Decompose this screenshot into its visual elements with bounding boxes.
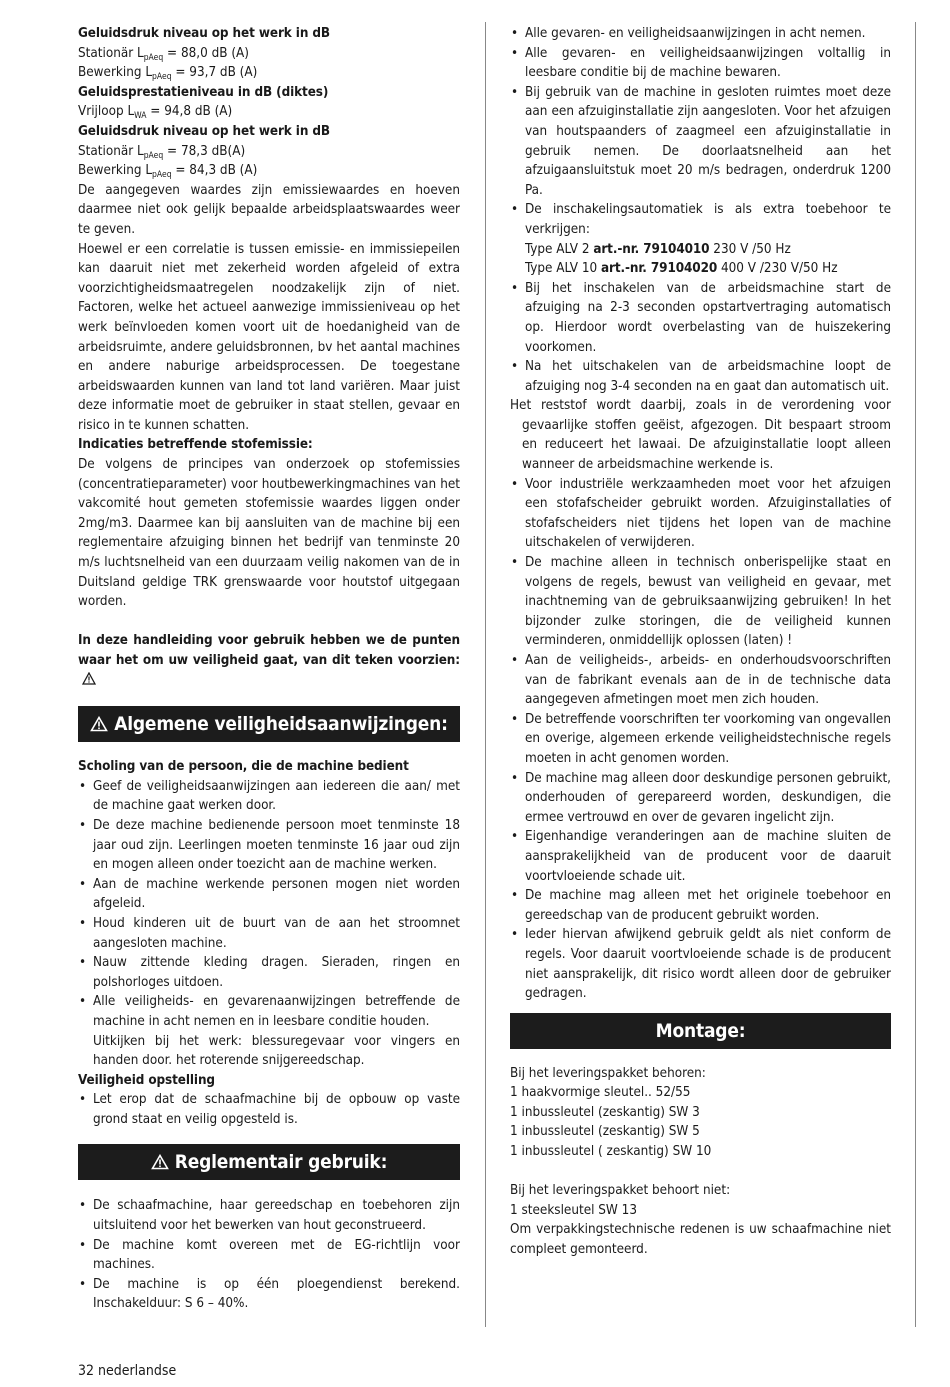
section-banner-intended-use: Reglementair gebruik: (78, 1144, 460, 1180)
warning-triangle-icon (151, 1146, 169, 1182)
heading-setup-safety: Veiligheid opstelling (78, 1072, 215, 1088)
list-item: • Bij gebruik van de machine in gesloten ruimtes moet deze aan een afzuiginstallatie zijn aangesloten. Voor het afzuigen van houtspaanders of zaagmeel een afzuiginstallatie in gebruik nemen. De doorlaatsnelheid aan het afzuigaansluitstuk moet 20 m/s bedragen, onderdruk 1200 Pa. (510, 83, 891, 201)
list-item: • De machine alleen in technisch onberispelijke staat en volgens de regels, bewust van veiligheid en gevaar, met inachtneming van de gebruiksaanwijzing gebruiken! In het bijzonder zulke storingen, die de veiligheid kunnen verminderen, onmiddellijk oplossen (laten) ! (510, 553, 891, 651)
paragraph: De aangegeven waardes zijn emissiewaardes en hoeven daarmee niet ook gelijk bepaalde arbeidsplaatswaardes weer te geven. (78, 182, 460, 237)
warning-triangle-icon (82, 672, 96, 692)
heading-dust-emission: Indicaties betreffende stofemissie: (78, 437, 313, 453)
paragraph: Hoewel er een correlatie is tussen emissie- en immissiepeilen kan daaruit niet met zekerheid worden afgeleid of extra voorzichtigheidsmaatregelen noodzakelijk zijn of niet. Factoren, welke het actueel aanwezige immissieniveau op het werk beïnvloeden komen voort uit de hoedanigheid van de arbeidsruimte, andere geluidsbronnen, bv het aantal machines en andere naburige arbeidsprocessen. De toegestane arbeidswaarden kunnen van land tot land variëren. Maar juist deze informatie moet de gebruiker in staat stellen, gevaar en risico in te kunnen schatten. (78, 241, 460, 433)
type-line: Type ALV 10 art.-nr. 79104020 400 V /230 V/50 Hz (525, 261, 838, 277)
delivery-item: 1 inbussleutel ( zeskantig) SW 10 (510, 1144, 712, 1160)
list-item: • De inschakelingsautomatiek is als extra toebehoor te verkrijgen: (510, 200, 891, 239)
not-included-heading: Bij het leveringspakket behoort niet: (510, 1183, 731, 1199)
list-item: • Let erop dat de schaafmachine bij de opbouw op vaste grond staat en veilig opgesteld is. (78, 1090, 460, 1129)
page-footer: 32 nederlandse (78, 1363, 177, 1379)
column-divider-left (485, 22, 486, 1327)
list-item: • Geef de veiligheidsaanwijzingen aan iedereen die aan/ met de machine gaat werken door. (78, 777, 460, 816)
heading-noise-pressure-2: Geluidsdruk niveau op het werk in dB (78, 123, 330, 139)
list-item: • De schaafmachine, haar gereedschap en toebehoren zijn uitsluitend voor het bewerken van hout geconstrueerd. (78, 1196, 460, 1235)
spec-line: Stationär $L_{pAeq} = 78,3$ dB(A) (78, 143, 246, 161)
section-banner-assembly: Montage: (510, 1013, 891, 1049)
warning-triangle-icon (90, 708, 108, 744)
list-item: • Aan de veiligheids-, arbeids- en onderhoudsvoorschriften van de fabrikant evenals aan de in de technische data aangegeven afmetingen moet men zich houden. (510, 651, 891, 710)
list-item: • De deze machine bedienende persoon moet tenminste 18 jaar oud zijn. Leerlingen moeten tenminste 16 jaar oud zijn en mogen alleen onder toezicht aan de machine werken. (78, 816, 460, 875)
list-item: • De machine mag alleen door deskundige personen gebruikt, onderhouden of gerepareerd worden, deskundigen, die ermee vertrouwd en over de gevaren ingelicht zijn. (510, 769, 891, 828)
list-item: • Eigenhandige veranderingen aan de machine sluiten de aansprakelijkheid van de producent voor de daaruit voortvloeiende schade uit. (510, 827, 891, 886)
heading-operator-training: Scholing van de persoon, die de machine bedient (78, 759, 409, 775)
list-item: • De machine is op één ploegendienst berekend. Inschakelduur: S 6 – 40%. (78, 1275, 460, 1314)
list-item: • Alle veiligheids- en gevarenaanwijzingen betreffende de machine in acht nemen en in leesbare conditie houden. (78, 992, 460, 1031)
type-line: Type ALV 2 art.-nr. 79104010 230 V /50 Hz (525, 241, 791, 257)
delivery-item: 1 haakvormige sleutel.. 52/55 (510, 1085, 691, 1101)
operator-training-list (78, 777, 460, 1071)
column-divider-right (915, 22, 916, 1327)
list-item: • Alle gevaren- en veiligheidsaanwijzingen voltallig in leesbare conditie bij de machine bewaren. (510, 44, 891, 83)
list-item: • De machine komt overeen met de EG-richtlijn voor machines. (78, 1236, 460, 1275)
list-item-continuation: Uitkijken bij het werk: blessuregevaar voor vingers en handen door. het roterende snijgereedschap. (93, 1033, 460, 1069)
delivery-item: 1 inbussleutel (zeskantig) SW 5 (510, 1124, 700, 1140)
list-item: • De machine mag alleen met het originele toebehoor en gereedschap van de producent gebruikt worden. (510, 886, 891, 925)
list-item: • Voor industriële werkzaamheden moet voor het afzuigen een stofafscheider gebruikt worden. Afzuiginstallaties of stofafscheiders niet tijdens het lopen van de machine uitschakelen of verwijderen. (510, 475, 891, 553)
paragraph-dust: Het reststof wordt daarbij, zoals in de verordening voor gevaarlijke stoffen geëist, afgezogen. Dit bespaart stroom en reduceert het lawaai. De afzuiginstallatie loopt alleen wanneer de arbeidsmachine werkende is. (510, 398, 891, 473)
safety-note: In deze handleiding voor gebruik hebben we de punten waar het om uw veiligheid gaat, van dit teken voorzien: (78, 631, 460, 691)
heading-sound-power: Geluidsprestatieniveau in dB (diktes) (78, 84, 329, 100)
left-column (78, 24, 460, 1314)
paragraph: De volgens de principes van onderzoek op stofemissies (concentratieparameter) voor houtbewerkingmachines van het vakcomité hout gemeten stofemissie waardes liggen onder 2mg/m3. Daarmee kan bij aansluiten van de machine bij een reglementaire afzuiging binnen het bedrijf van tenminste 20 m/s luchtsnelheid van een duurzaam veilig nakomen van de in Duitsland geldige TRK grenswaarde voor houtstof uitgegaan worden. (78, 457, 460, 610)
right-column (510, 24, 891, 1260)
spec-line: Vrijloop $L_{WA} = 94,8$ dB (A) (78, 104, 233, 122)
spec-line: Bewerking $L_{pAeq} = 84,3$ dB (A) (78, 163, 258, 181)
list-item: • Ieder hiervan afwijkend gebruik geldt als niet conform de regels. Voor daaruit voortvloeiende schade is de producent niet aansprakelijk, dit risico wordt alleen door de gebruiker gedragen. (510, 925, 891, 1003)
list-item: • Bij het inschakelen van de arbeidsmachine start de afzuiging na 2-3 seconden opstartvertraging automatisch op. Hierdoor wordt overbelasting van de huiszekering voorkomen. (510, 279, 891, 357)
section-banner-general-safety: Algemene veiligheidsaanwijzingen: (78, 706, 460, 742)
list-item: • Aan de machine werkende personen mogen niet worden afgeleid. (78, 875, 460, 914)
not-included-item: 1 steeksleutel SW 13 (510, 1202, 637, 1218)
list-item: • De betreffende voorschriften ter voorkoming van ongevallen en overige, algemeen erkende veiligheidstechnische regels moeten in acht genomen worden. (510, 710, 891, 769)
spec-line: Stationär $L_{pAeq} = 88,0$ dB (A) (78, 45, 249, 63)
list-item: • Houd kinderen uit de buurt van de aan het stroomnet aangesloten machine. (78, 914, 460, 953)
heading-noise-pressure: Geluidsdruk niveau op het werk in dB (78, 26, 330, 41)
delivery-item: 1 inbussleutel (zeskantig) SW 3 (510, 1104, 700, 1120)
list-item: • Nauw zittende kleding dragen. Sieraden, ringen en polshorloges uitdoen. (78, 953, 460, 992)
spec-line: Bewerking $L_{pAeq} = 93,7$ dB (A) (78, 65, 258, 83)
delivery-heading: Bij het leveringspakket behoren: (510, 1065, 706, 1081)
list-item: • Alle gevaren- en veiligheidsaanwijzingen in acht nemen. (510, 24, 891, 44)
paragraph-assembly-note: Om verpakkingstechnische redenen is uw schaafmachine niet compleet gemonteerd. (510, 1222, 891, 1258)
list-item: • Na het uitschakelen van de arbeidsmachine loopt de afzuiging nog 3-4 seconden na en gaat dan automatisch uit. (510, 357, 891, 396)
